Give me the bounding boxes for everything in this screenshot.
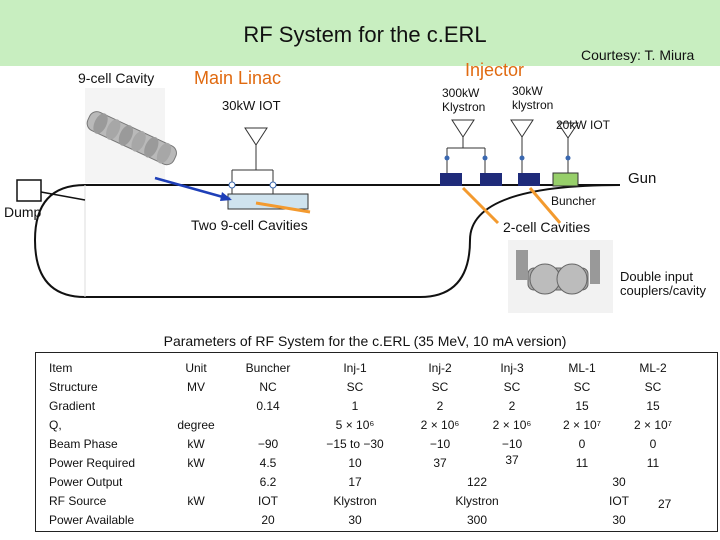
dump-label: Dump	[4, 204, 42, 220]
main-linac-cavity-box	[228, 194, 308, 209]
klystron-300kw-label: 300kW Klystron	[442, 86, 486, 114]
two-cell-label: 2-cell Cavities	[503, 219, 591, 235]
table-caption: Parameters of RF System for the c.ERL (35 MeV, 10 mA version)	[163, 333, 567, 349]
nine-cell-cavity-label: 9-cell Cavity	[78, 70, 155, 86]
inj3-column: Inj-3 SC 2 2 × 10⁶ −10 37	[492, 361, 532, 467]
main-linac-label: Main Linac	[194, 68, 282, 88]
ml1-column: ML-1 SC 15 2 × 10⁷ 0 11	[562, 361, 602, 470]
two-nine-cell-label: Two 9-cell Cavities	[191, 217, 308, 233]
iot-20kw-label: 20kW IOT	[556, 118, 611, 132]
ml2-column: ML-2 SC 15 2 × 10⁷ 0 11	[633, 361, 673, 470]
iot-30kw-label: 30kW IOT	[222, 98, 281, 113]
nine-cell-cavity-photo	[84, 88, 179, 183]
gun-label: Gun	[628, 170, 657, 187]
slide-title: RF System for the c.ERL	[243, 22, 487, 47]
injector-label: Injector	[465, 60, 525, 80]
inj23-merged-column: 122 Klystron 300	[455, 475, 499, 527]
unit-column: Unit MV degree kW kW kW	[177, 361, 215, 508]
courtesy-note: Courtesy: T. Miura	[581, 47, 695, 63]
ml-merged-column: 30 IOT 30	[609, 475, 629, 527]
page-number: 27	[658, 497, 672, 511]
buncher-column: Buncher NC 0.14 −90 4.5 6.2 IOT 20	[245, 361, 291, 527]
row-labels-column: Item Structure Gradient Q, Beam Phase Power Required Power Output RF Source Power Available	[49, 361, 136, 527]
inj1-column: Inj-1 SC 1 5 × 10⁶ −15 to −30 10 17 Klystron 30	[326, 361, 384, 527]
couplers-label: Double input couplers/cavity	[620, 269, 706, 298]
buncher-label: Buncher	[551, 194, 596, 208]
coupler-photo	[508, 240, 613, 313]
inj2-column: Inj-2 SC 2 2 × 10⁶ −10 37	[420, 361, 460, 470]
klystron-30kw-label: 30kW klystron	[512, 84, 554, 112]
